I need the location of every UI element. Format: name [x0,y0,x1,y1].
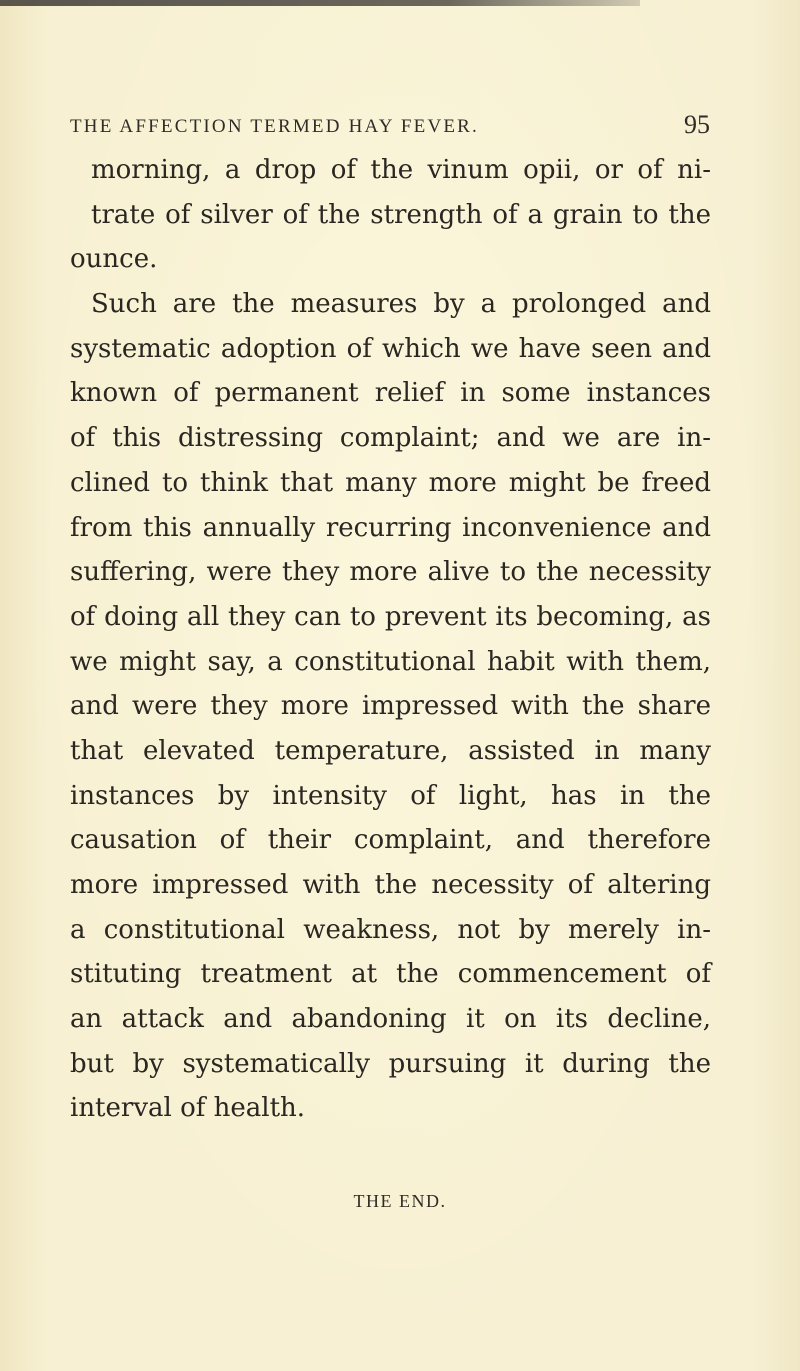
text-line: of this distressing complaint; and we are in- [70,423,711,454]
page-number: 95 [684,110,710,139]
text-line: instances by intensity of light, has in the [70,780,711,811]
top-page-edge [0,0,640,6]
text-line: but by systematically pursuing it during the [70,1048,711,1079]
text-line: we might say, a constitutional habit with them, [70,646,711,677]
text-line: morning, a drop of the vinum opii, or of ni- [91,155,711,185]
text-line: an attack and abandoning it on its decline, [70,1004,711,1035]
text-line: a constitutional weakness, not by merely in- [70,914,711,945]
text-line: from this annually recurring inconvenience and [70,512,711,543]
the-end-label: THE END. [353,1191,447,1211]
text-line: causation of their complaint, and therefore [70,825,711,856]
text-line: Such are the measures by a prolonged and [91,289,711,320]
text-line: and were they more impressed with the share [70,691,711,722]
text-line: clined to think that many more might be freed [70,467,711,498]
text-line: of doing all they can to prevent its becoming, as [70,601,711,632]
text-line: stituting treatment at the commencement of [70,959,711,990]
text-line: trate of silver of the strength of a grain to the [91,199,711,230]
text-line: more impressed with the necessity of altering [70,870,711,900]
text-line: systematic adoption of which we have seen and [70,333,711,364]
body-text [70,148,711,1131]
running-head: THE AFFECTION TERMED HAY FEVER. [70,116,479,137]
text-line: interval of health. [70,1093,306,1124]
text-line: known of permanent relief in some instances [70,378,711,409]
text-line: suffering, were they more alive to the necessity [70,557,711,588]
text-line: ounce. [70,244,158,275]
page-header [70,110,710,142]
text-line: that elevated temperature, assisted in many [70,735,711,766]
